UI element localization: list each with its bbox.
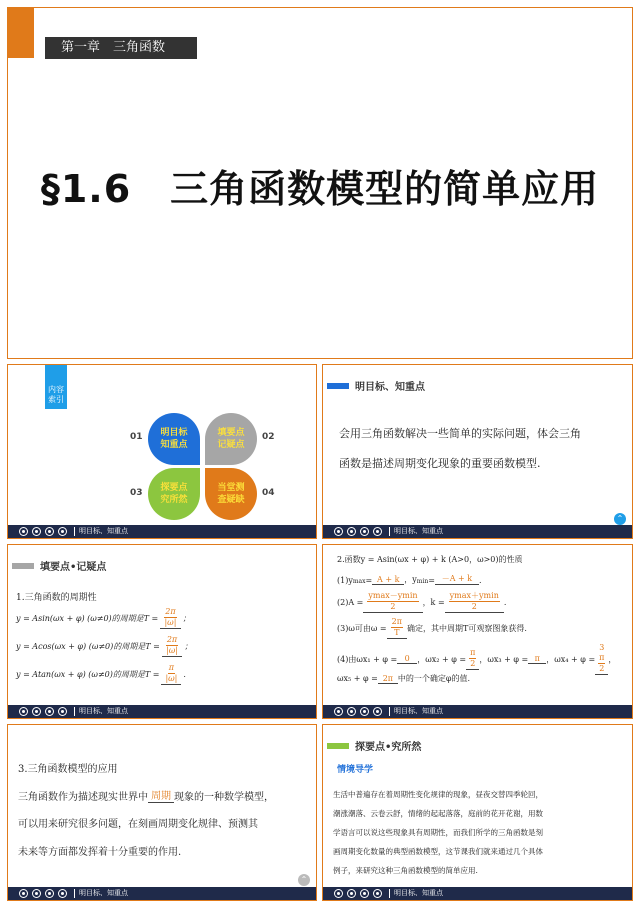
apply-title: 3.三角函数模型的应用 [18, 764, 118, 775]
nav-dot-4[interactable] [59, 708, 66, 715]
toc-item-3[interactable] [148, 468, 200, 520]
toc-item-1-line2: 知重点 [160, 440, 188, 450]
chapter-label: 第一章 三角函数 [45, 37, 197, 59]
apply-line-1 [18, 787, 274, 803]
props-line-1 [337, 573, 481, 585]
goals-slide [322, 364, 633, 539]
props-l3-num: 2π [391, 617, 402, 626]
nav-dot-4[interactable] [374, 708, 381, 715]
explore-heading-text: 探要点•究所然 [355, 742, 422, 753]
toc-num-3: 03 [130, 488, 143, 498]
props-l4-v2-den: 2 [470, 659, 476, 668]
toc-item-4-line1: 当堂测 [217, 483, 245, 493]
props-line-0: 2.函数y = Asin(ωx + φ) + k (A>0，ω>0)的性质 [337, 555, 523, 564]
props-l3-frac [387, 617, 407, 639]
props-l4-v4-top: 3 [599, 643, 605, 652]
period-row-1 [16, 607, 191, 629]
apply-l1-b: 现象的一种数学模型， [174, 792, 274, 803]
props-l4-v4 [595, 643, 608, 675]
goals-heading-text: 明目标、知重点 [355, 382, 425, 393]
explore-para [333, 785, 543, 880]
nav-dot-1[interactable] [335, 708, 342, 715]
props-l2-frac2 [445, 591, 504, 613]
period-den-1: |ω| [164, 618, 177, 627]
period-expr-3: y = Atan(ωx + φ) (ω≠0)的周期是T = [16, 669, 160, 679]
heading-marker [12, 563, 34, 569]
toc-item-2-line2: 记疑点 [217, 440, 245, 450]
toc-item-2[interactable] [205, 413, 257, 465]
nav-dot-1[interactable] [20, 528, 27, 535]
period-end-1: ； [182, 613, 191, 623]
period-row-3 [16, 663, 186, 685]
footer-label: 明目标、知重点 [394, 707, 443, 715]
props-l4-v4-den: 2 [599, 664, 605, 673]
nav-dot-2[interactable] [33, 708, 40, 715]
props-l4-v2-num: π [470, 648, 476, 657]
properties-slide [322, 544, 633, 719]
props-line-5 [337, 673, 470, 684]
fill-heading [12, 558, 106, 573]
nav-dot-1[interactable] [20, 890, 27, 897]
apply-l1-blank: 周期 [148, 787, 174, 803]
scroll-up-icon[interactable]: ⌃ [614, 513, 626, 525]
period-row-2 [16, 635, 192, 657]
footer-divider [389, 707, 390, 716]
nav-dot-3[interactable] [46, 528, 53, 535]
props-l4-e: ， [608, 654, 617, 664]
orange-tab [8, 8, 34, 58]
nav-dot-3[interactable] [46, 890, 53, 897]
nav-dot-1[interactable] [335, 890, 342, 897]
toc-item-1[interactable] [148, 413, 200, 465]
nav-dot-1[interactable] [20, 708, 27, 715]
scroll-up-icon[interactable]: ⌃ [298, 874, 310, 886]
period-end-3: . [183, 669, 186, 679]
period-num-3: π [168, 663, 175, 672]
footer-label: 明目标、知重点 [79, 707, 128, 715]
period-end-2: ； [184, 641, 193, 651]
props-l3-a: (3)ω可由ω = [337, 623, 387, 633]
contents-slide [7, 364, 317, 539]
props-l2-num2: ymax＋ymin [449, 591, 499, 600]
props-l2-b: ，k = [422, 597, 445, 607]
props-l2-end: . [503, 597, 507, 607]
props-l4-b: ，ωx₂ + φ = [417, 654, 467, 664]
footer-label: 明目标、知重点 [79, 527, 128, 535]
contents-label-2: 索引 [48, 395, 64, 404]
nav-dot-4[interactable] [374, 890, 381, 897]
explore-line-1: 生活中普遍存在着周期性变化规律的现象，昼夜交替四季轮回， [333, 790, 543, 799]
footer-bar [8, 705, 316, 718]
period-expr-2: y = Acos(ωx + φ) (ω≠0)的周期是T = [16, 641, 160, 651]
nav-dots [20, 708, 66, 715]
footer-bar [323, 525, 632, 538]
heading-marker [327, 383, 349, 389]
props-l1-ans2: －A + k [435, 573, 479, 585]
props-l1-a: (1)y [337, 576, 353, 585]
props-l3-b: 确定，其中周期T可观察图象获得. [406, 623, 527, 633]
nav-dot-4[interactable] [59, 890, 66, 897]
apply-l1-a: 三角函数作为描述现实世界中 [18, 792, 148, 803]
footer-divider [74, 527, 75, 536]
toc-item-1-line1: 明目标 [160, 428, 188, 438]
page-title: §1.6 三角函数模型的简单应用 [40, 167, 600, 211]
nav-dot-2[interactable] [348, 708, 355, 715]
explore-slide [322, 724, 633, 901]
period-answer-3 [161, 663, 181, 685]
nav-dots [335, 708, 381, 715]
props-l4-d: ，ωx₄ + φ = [546, 654, 596, 664]
nav-dot-1[interactable] [335, 528, 342, 535]
footer-label: 明目标、知重点 [394, 889, 443, 897]
toc-num-1: 01 [130, 432, 143, 442]
explore-heading [327, 738, 421, 753]
props-l1-d: = [428, 576, 435, 585]
footer-divider [389, 889, 390, 898]
apply-line-2: 可以用来研究很多问题，在刻画周期变化规律、预测其 [18, 819, 258, 830]
props-l1-end: . [478, 576, 482, 585]
props-l5-v: 2π [378, 674, 398, 684]
toc-item-3-line2: 究所然 [160, 495, 188, 505]
props-l4-v4-mid: π [599, 653, 605, 662]
footer-bar [8, 525, 316, 538]
toc-num-4: 04 [262, 488, 275, 498]
explore-line-3: 学语言可以说这些现象具有周期性，而我们所学的三角函数是刻 [333, 828, 543, 837]
props-l4-v2 [466, 648, 479, 670]
footer-divider [74, 889, 75, 898]
nav-dot-3[interactable] [361, 708, 368, 715]
explore-line-5: 例子，来研究这种三角函数模型的简单应用. [333, 866, 478, 875]
goals-text-1: 会用三角函数解决一些简单的实际问题，体会三角 [339, 427, 581, 440]
props-l1-ans1: A + k [372, 575, 404, 585]
nav-dot-3[interactable] [361, 890, 368, 897]
explore-sub: 情境导学 [337, 765, 374, 775]
fill-item-title: 1.三角函数的周期性 [16, 593, 97, 603]
explore-line-4: 画周期变化数量的典型函数模型，这节课我们就来通过几个具体 [333, 847, 543, 856]
props-l4-a: (4)由ωx₁ + φ = [337, 654, 398, 664]
fill-slide [7, 544, 317, 719]
contents-label-1: 内容 [48, 385, 64, 394]
nav-dots [335, 890, 381, 897]
nav-dot-4[interactable] [374, 528, 381, 535]
nav-dot-3[interactable] [361, 528, 368, 535]
nav-dots [20, 528, 66, 535]
props-l1-b: = [365, 576, 373, 585]
period-den-3: |ω| [165, 674, 178, 683]
props-l4-v3: π [528, 654, 546, 664]
period-expr-1: y = Asin(ωx + φ) (ω≠0)的周期是T = [16, 613, 159, 623]
nav-dot-2[interactable] [348, 528, 355, 535]
footer-label: 明目标、知重点 [394, 527, 443, 535]
period-answer-2 [162, 635, 182, 657]
props-line-3 [337, 617, 527, 639]
goals-heading [327, 378, 425, 393]
goals-text-2: 函数是描述周期变化现象的重要函数模型. [339, 457, 541, 470]
nav-dot-2[interactable] [33, 528, 40, 535]
title-slide [7, 7, 633, 359]
props-l2-a: (2)A = [337, 597, 364, 607]
period-den-2: |ω| [166, 646, 178, 655]
nav-dot-2[interactable] [33, 890, 40, 897]
footer-label: 明目标、知重点 [79, 889, 128, 897]
toc-item-4-line2: 查疑缺 [217, 495, 245, 505]
footer-bar [8, 887, 316, 900]
props-l4-c: ，ωx₃ + φ = [479, 654, 529, 664]
nav-dot-3[interactable] [46, 708, 53, 715]
fill-heading-text: 填要点•记疑点 [40, 562, 107, 573]
explore-line-2: 潮涨潮落、云卷云舒，情绪的起起落落，庭前的花开花谢，用数 [333, 809, 543, 818]
props-l4-v1: 0 [397, 654, 417, 664]
footer-bar [323, 887, 632, 900]
props-l5-a: ωx₅ + φ = [337, 674, 378, 683]
footer-bar [323, 705, 632, 718]
period-num-1: 2π [165, 607, 176, 616]
props-l1-min: min [416, 578, 429, 585]
nav-dot-4[interactable] [59, 528, 66, 535]
nav-dots [335, 528, 381, 535]
props-l3-den: T [394, 628, 400, 637]
props-line-4 [337, 643, 616, 675]
toc-item-2-line1: 填要点 [217, 428, 245, 438]
props-line-2 [337, 591, 506, 613]
props-l2-frac1 [363, 591, 422, 613]
props-l2-num1: ymax－ymin [368, 591, 418, 600]
footer-divider [74, 707, 75, 716]
props-l5-b: 中的一个确定φ的值. [397, 674, 471, 683]
props-l1-c: ，y [404, 575, 417, 584]
nav-dot-2[interactable] [348, 890, 355, 897]
props-l2-den1: 2 [390, 602, 396, 611]
period-answer-1 [160, 607, 180, 629]
footer-divider [389, 527, 390, 536]
contents-tab [45, 365, 67, 409]
toc-item-4[interactable] [205, 468, 257, 520]
period-num-2: 2π [166, 635, 178, 644]
props-l2-den2: 2 [471, 602, 477, 611]
props-l1-max: max [352, 578, 366, 585]
toc-num-2: 02 [262, 432, 275, 442]
nav-dots [20, 890, 66, 897]
application-slide [7, 724, 317, 901]
apply-line-3: 未来等方面都发挥着十分重要的作用. [18, 847, 182, 858]
toc-item-3-line1: 探要点 [160, 483, 188, 493]
heading-marker [327, 743, 349, 749]
